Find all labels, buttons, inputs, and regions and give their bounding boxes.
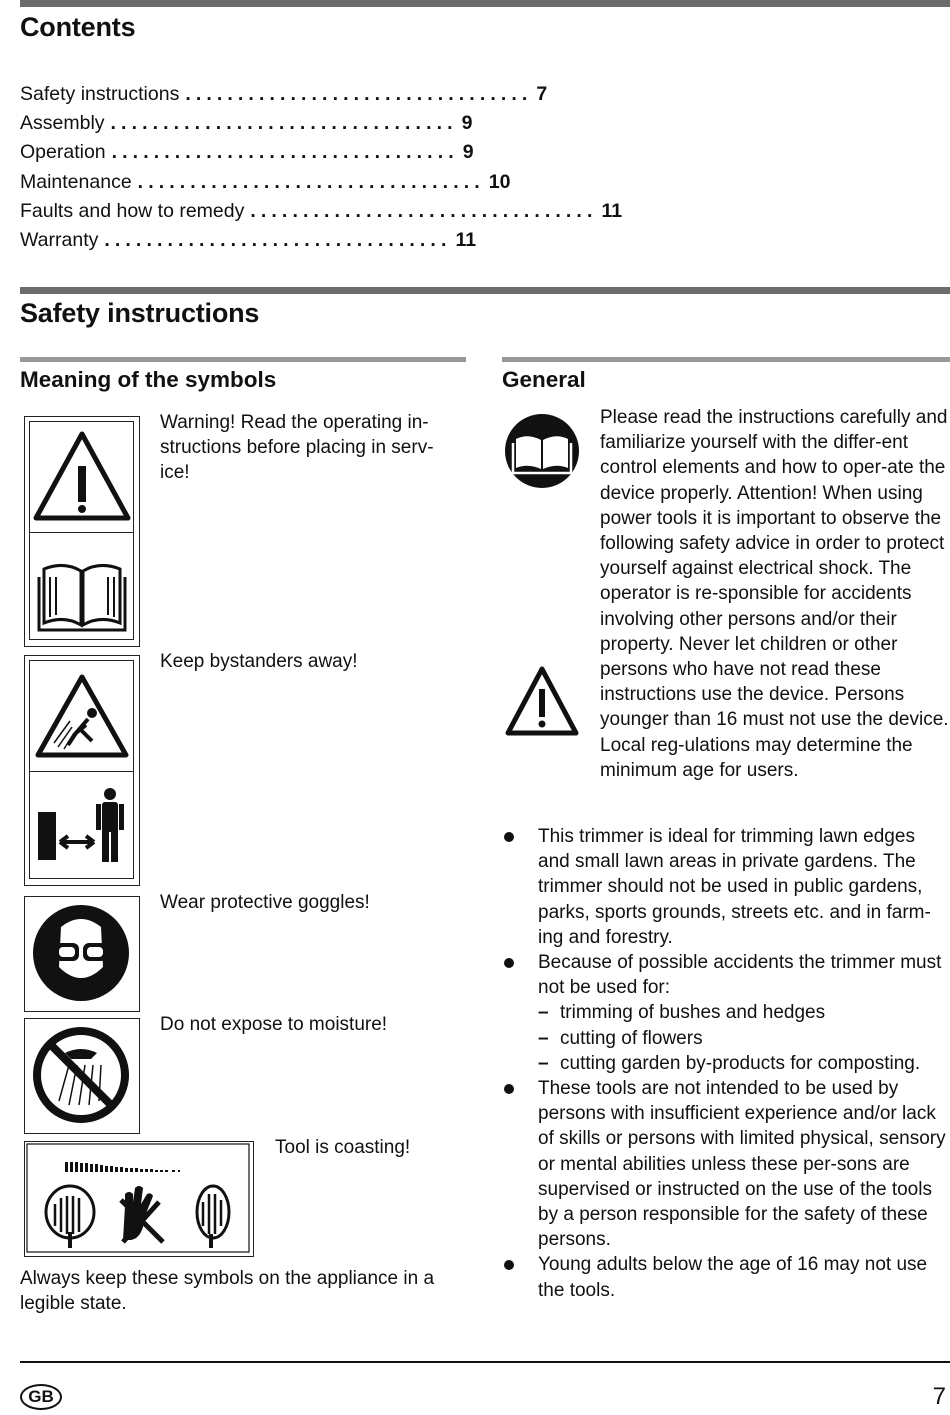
bullet-text: This trimmer is ideal for trimming lawn edges and small lawn areas in private gardens. The trimmer should not be used in public gardens, parks, sports grounds, streets etc. and in farm-ing and forestry. — [538, 826, 931, 948]
sub-item-text: cutting of flowers — [560, 1027, 703, 1049]
dash: – — [538, 1052, 549, 1074]
read-manual-icon — [504, 413, 580, 489]
list-item — [502, 1076, 950, 1252]
bullet-text: Young adults below the age of 16 may not use the tools. — [538, 1254, 928, 1301]
country-badge: GB — [20, 1384, 62, 1410]
table-of-contents — [20, 83, 623, 258]
toc-leader: ................................. — [250, 199, 598, 222]
general-title: General — [502, 367, 586, 392]
bystanders-symbol — [24, 655, 140, 886]
toc-page: 10 — [488, 170, 511, 193]
top-rule — [20, 0, 950, 7]
goggles-icon — [25, 897, 138, 1010]
toc-page: 11 — [455, 228, 477, 251]
flying-debris-panel — [29, 660, 134, 771]
sub-item-text: cutting garden by-products for composting. — [560, 1052, 921, 1074]
toc-entry[interactable] — [20, 199, 623, 229]
toc-label: Assembly — [20, 112, 105, 135]
toc-label: Faults and how to remedy — [20, 199, 245, 222]
list-item — [502, 950, 950, 1076]
toc-leader: ................................. — [110, 112, 458, 135]
list-item — [502, 1252, 950, 1302]
toc-leader: ................................. — [104, 228, 452, 251]
sub-list-item — [538, 1051, 950, 1076]
keep-away-text: Keep bystanders away! — [160, 651, 358, 672]
section-rule — [20, 287, 950, 294]
page-number: 7 — [932, 1383, 946, 1410]
general-paragraph: Please read the instructions carefully and familiarize yourself with the differ-ent control elements and how to oper-ate the device properly. Attention! When using power tools it is important to observe the following safety advice in order to protect yourself against electrical shock. The operator is re-sponsible for accidents involving other persons and/or their property. Never let children or other persons who have not read these instructions use the device. Persons younger than 16 must not use the device. Local reg-ulations may determine the minimum age for users. — [600, 407, 949, 781]
coasting-symbol — [24, 1141, 254, 1257]
moisture-symbol — [24, 1018, 140, 1134]
dash: – — [538, 1002, 549, 1024]
no-moisture-icon — [25, 1019, 138, 1132]
toc-leader: ................................. — [185, 83, 533, 105]
contents-title: Contents — [20, 12, 136, 42]
toc-leader: ................................. — [137, 170, 485, 193]
general-bullet-list — [502, 824, 950, 1303]
warning-read-text: Warning! Read the operating in-structions before placing in serv-ice! — [160, 412, 434, 484]
list-item — [502, 824, 950, 950]
symbols-footer-text: Always keep these symbols on the appliance in a legible state. — [20, 1268, 435, 1315]
dash: – — [538, 1027, 549, 1049]
bullet-dot — [504, 958, 514, 968]
goggles-symbol — [24, 896, 140, 1012]
keep-distance-panel — [29, 771, 134, 879]
toc-label: Safety instructions — [20, 83, 180, 105]
toc-page: 7 — [536, 83, 548, 105]
goggles-text: Wear protective goggles! — [160, 892, 370, 913]
coasting-text: Tool is coasting! — [275, 1137, 411, 1158]
toc-entry[interactable] — [20, 141, 474, 170]
safety-title: Safety instructions — [20, 298, 260, 328]
book-panel — [29, 532, 134, 640]
bullet-text: Because of possible accidents the trimmer must not be used for: — [538, 952, 942, 999]
bullet-dot — [504, 1260, 514, 1270]
symbols-rule — [20, 357, 466, 362]
warning-icon — [504, 665, 580, 737]
warning-read-symbol — [24, 416, 140, 647]
toc-leader: ................................. — [111, 141, 459, 164]
toc-entry[interactable] — [20, 112, 473, 141]
symbols-title: Meaning of the symbols — [20, 367, 277, 392]
moisture-text: Do not expose to moisture! — [160, 1014, 388, 1035]
toc-page: 9 — [462, 141, 474, 164]
book-icon — [30, 533, 134, 639]
warning-triangle-panel — [29, 421, 134, 532]
toc-label: Maintenance — [20, 170, 132, 193]
sub-list-item — [538, 1026, 950, 1051]
toc-page: 9 — [461, 112, 473, 135]
flying-debris-icon — [30, 661, 134, 771]
toc-page: 11 — [601, 199, 623, 222]
bullet-dot — [504, 1084, 514, 1094]
bullet-text: These tools are not intended to be used by persons with insufficient experience and/or lack of skills or persons with limited physical, sensory or mental abilities unless these per-sons are supervised or instructed on the use of the tools by a person responsible for the safety of these persons. — [538, 1078, 946, 1251]
toc-entry[interactable] — [20, 83, 548, 112]
coasting-icon — [25, 1142, 251, 1254]
bullet-dot — [504, 832, 514, 842]
toc-label: Operation — [20, 141, 106, 164]
keep-distance-icon — [30, 772, 134, 878]
sub-list-item — [538, 1000, 950, 1025]
general-rule — [502, 357, 950, 362]
toc-label: Warranty — [20, 228, 99, 251]
warning-triangle-icon — [30, 422, 134, 532]
footer-rule — [20, 1361, 950, 1363]
sub-item-text: trimming of bushes and hedges — [560, 1002, 826, 1024]
toc-entry[interactable] — [20, 228, 477, 258]
toc-entry[interactable] — [20, 170, 511, 200]
